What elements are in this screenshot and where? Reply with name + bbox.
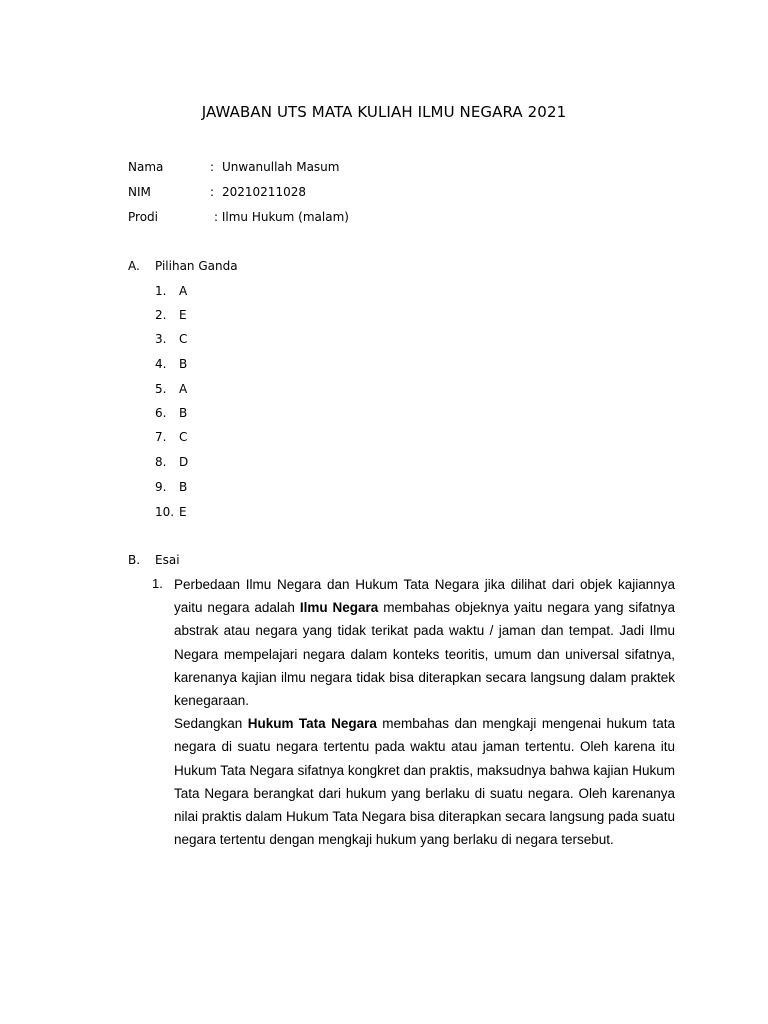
essay-answer-1 [174,573,675,851]
document-title: JAWABAN UTS MATA KULIAH ILMU NEGARA 2021 [201,103,567,121]
mc-choice: B [179,406,188,420]
mc-number: 6. [155,406,167,420]
nama-separator: : [210,160,215,174]
essay-text: Perbedaan Ilmu Negara dan Hukum Tata Negara jika dilihat dari objek kajiannya yaitu negara adalah [174,577,675,616]
mc-number: 4. [155,357,167,371]
mc-choice: E [179,505,187,519]
section-b-title: Esai [155,553,180,567]
section-a-title: Pilihan Ganda [155,259,238,273]
nama-label: Nama [128,160,164,174]
mc-choice: B [179,357,188,371]
mc-choice: E [179,308,187,322]
essay-text: membahas dan mengkaji mengenai hukum tata negara di suatu negara tertentu pada waktu atau jaman tertentu. Oleh karena itu Hukum Tata Negara sifatnya kongkret dan praktis, maksudnya bahwa kajian Hukum Tata Negara berangkat dari hukum yang berlaku di suatu negara. Oleh karenanya nilai praktis dalam Hukum Tata Negara bisa diterapkan secara langsung pada suatu negara tertentu dengan mengkaji hukum yang berlaku di negara tersebut. [174,716,676,848]
mc-number: 2. [155,308,167,322]
mc-choice: D [179,455,189,469]
mc-number: 1. [155,284,167,298]
section-a-letter: A. [128,259,140,273]
nim-label: NIM [128,185,151,199]
mc-number: 3. [155,332,167,346]
mc-number: 7. [155,430,167,444]
mc-number: 5. [155,382,167,396]
nama-value: Unwanullah Masum [222,160,340,174]
prodi-label: Prodi [128,210,158,224]
mc-choice: B [179,480,188,494]
essay-paragraph-2 [174,712,675,851]
nim-separator: : [210,185,215,199]
essay-text: membahas objeknya yaitu negara yang sifatnya abstrak atau negara yang tidak terikat pada waktu / jaman dan tempat. Jadi Ilmu Negara mempelajari negara dalam konteks teoritis, umum dan universal sifatnya, karenanya kajian ilmu negara tidak bisa diterapkan secara langsung dalam praktek kenegaraan. [174,600,676,709]
mc-choice: C [179,430,188,444]
mc-choice: C [179,332,188,346]
essay-number: 1. [152,576,163,591]
prodi-value: : Ilmu Hukum (malam) [214,210,349,224]
mc-number: 10. [155,505,175,519]
essay-paragraph-1 [174,573,675,712]
essay-text: Sedangkan [174,716,248,732]
essay-bold-term: Ilmu Negara [299,600,379,616]
mc-number: 8. [155,455,167,469]
section-b-letter: B. [128,553,141,567]
mc-choice: A [179,382,188,396]
essay-bold-term: Hukum Tata Negara [247,716,377,732]
mc-choice: A [179,284,188,298]
nim-value: 20210211028 [222,185,306,199]
mc-number: 9. [155,480,167,494]
